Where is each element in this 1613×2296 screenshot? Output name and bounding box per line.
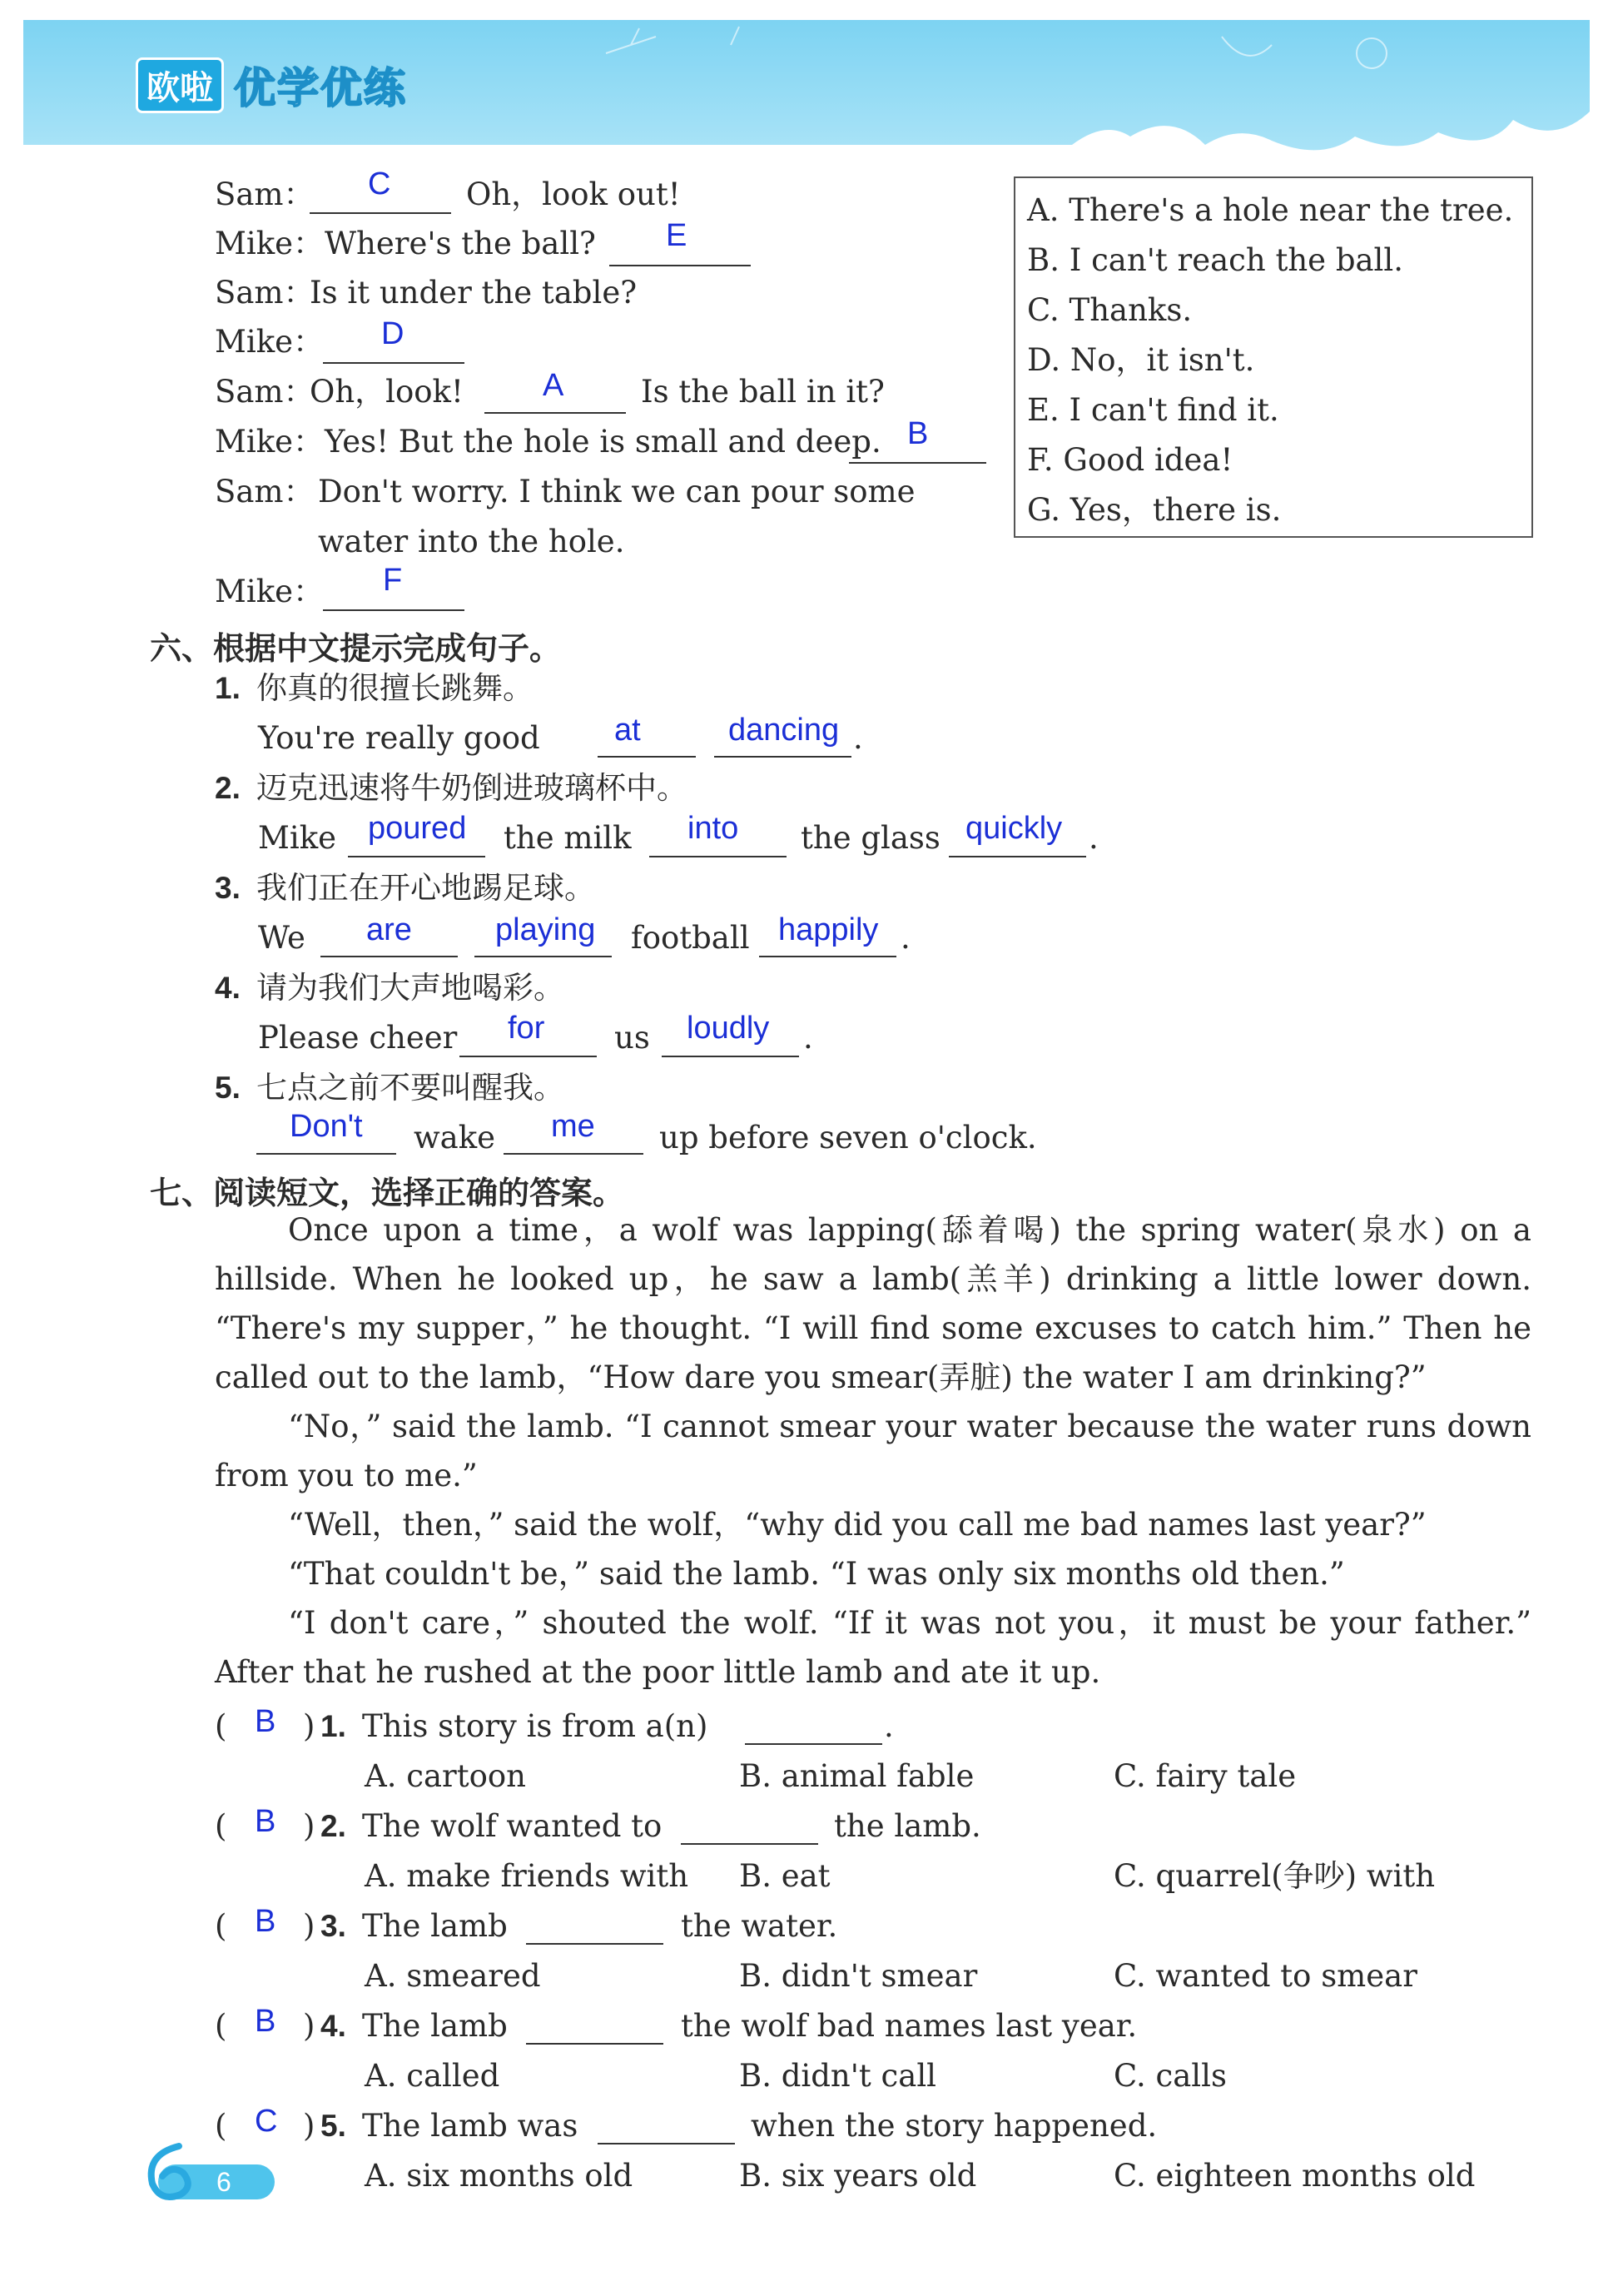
page-swirl-icon — [137, 2138, 204, 2204]
option-c: C. eighteen months old — [1114, 2158, 1476, 2194]
option-item: D. No，it isn't. — [1027, 342, 1255, 378]
option-item: C. Thanks. — [1027, 292, 1193, 328]
question-number: 5. — [320, 2109, 346, 2143]
sentence-text: the glass — [801, 820, 941, 856]
passage-paragraph: “I don't care，” shouted the wolf. “If it was not you，it must be your father.” After that he rushed at the poor little lamb and ate it up. — [215, 1605, 1531, 1690]
handwritten-answer: B — [255, 1904, 276, 1939]
option-b: B. animal fable — [739, 1758, 975, 1794]
sentence-text: the milk — [504, 820, 632, 856]
option-a: A. smeared — [365, 1958, 541, 1994]
handwritten-answer: B — [255, 1804, 276, 1839]
answer-bracket-left: ( — [215, 2008, 227, 2044]
answer-bracket-right: ) — [303, 1908, 315, 1944]
dialogue-speaker: Sam： — [215, 176, 315, 212]
answer-blank — [526, 2043, 663, 2045]
answer-blank — [474, 956, 612, 957]
sentence-text: We — [258, 920, 305, 956]
question-stem: The wolf wanted to — [362, 1808, 663, 1844]
answer-bracket-left: ( — [215, 1708, 227, 1744]
sentence-text: You're really good — [258, 720, 540, 756]
option-b: B. eat — [739, 1858, 831, 1894]
handwritten-answer: C — [255, 2104, 278, 2139]
handwritten-answer: into — [687, 811, 739, 846]
question-stem: the water. — [681, 1908, 838, 1944]
dialogue-text: Yes! But the hole is small and deep. — [325, 424, 881, 460]
question-stem: The lamb was — [362, 2108, 578, 2144]
question-number: 4. — [215, 971, 241, 1005]
answer-blank — [681, 1843, 818, 1845]
passage-paragraph: “Well，then，” said the wolf，“why did you call me bad names last year?” — [288, 1507, 1427, 1543]
passage-paragraph: Once upon a time，a wolf was lapping(舔着喝) the spring water(泉水) on a hillside. When he looked up，he saw a lamb(羔羊) drinking a little lower down. “There's my supper，” he thought. “I will find some excuses to catch him.” Then he called out to the lamb，“How dare you smear(弄脏) the water I am drinking?” — [215, 1212, 1531, 1395]
sentence-text: wake — [414, 1120, 496, 1155]
handwritten-answer: playing — [495, 912, 596, 947]
dialogue-speaker: Sam： — [215, 374, 315, 410]
question-number: 3. — [215, 871, 241, 905]
answer-blank — [484, 412, 626, 414]
handwritten-answer: D — [381, 316, 404, 351]
answer-bracket-right: ) — [303, 2008, 315, 2044]
option-b: B. didn't smear — [739, 1958, 978, 1994]
sentence-text: Mike — [258, 820, 337, 856]
dialogue-speaker: Sam： — [215, 275, 315, 311]
question-number: 1. — [320, 1709, 346, 1743]
dialogue-speaker: Mike： — [215, 574, 325, 609]
option-c: C. wanted to smear — [1114, 1958, 1417, 1994]
option-a: A. six months old — [365, 2158, 633, 2194]
option-b: B. didn't call — [739, 2058, 936, 2094]
sentence-text: us — [614, 1020, 650, 1056]
answer-bracket-right: ) — [303, 1708, 315, 1744]
question-number: 5. — [215, 1071, 241, 1105]
header-banner — [23, 20, 1590, 162]
answer-blank — [759, 956, 896, 957]
sentence-text: football — [631, 920, 750, 956]
section-title: 六、根据中文提示完成句子。 — [150, 630, 562, 667]
answer-blank — [949, 856, 1086, 857]
sentence-end: . — [803, 1020, 813, 1056]
answer-blank — [849, 462, 986, 464]
question-stem: the wolf bad names last year. — [681, 2008, 1138, 2044]
dialogue-text: Is it under the table? — [310, 275, 638, 311]
handwritten-answer: Don't — [290, 1109, 363, 1144]
chinese-prompt: 我们正在开心地踢足球。 — [256, 870, 595, 906]
dialogue-speaker: Sam： — [215, 474, 315, 509]
question-number: 1. — [215, 671, 241, 705]
handwritten-answer: B — [907, 416, 929, 451]
brand-logo-mark: 欧啦 — [136, 57, 224, 113]
sentence-text: up before seven o'clock. — [659, 1120, 1037, 1155]
handwritten-answer: E — [666, 218, 687, 253]
option-c: C. quarrel(争吵) with — [1114, 1858, 1436, 1894]
answer-blank — [323, 362, 464, 364]
answer-blank — [504, 1153, 643, 1155]
option-item: G. Yes，there is. — [1027, 492, 1282, 528]
option-b: B. six years old — [739, 2158, 977, 2194]
dialogue-speaker: Mike： — [215, 226, 325, 261]
option-a: A. cartoon — [365, 1758, 526, 1794]
answer-blank — [526, 1943, 663, 1945]
question-stem: . — [884, 1708, 894, 1744]
answer-bracket-left: ( — [215, 1808, 227, 1844]
answer-bracket-left: ( — [215, 1908, 227, 1944]
question-number: 3. — [320, 1909, 346, 1943]
handwritten-answer: poured — [368, 811, 467, 846]
answer-blank — [598, 756, 696, 758]
option-c: C. fairy tale — [1114, 1758, 1297, 1794]
question-number: 4. — [320, 2009, 346, 2043]
answer-blank — [323, 609, 464, 611]
handwritten-answer: quickly — [965, 811, 1063, 846]
answer-bracket-left: ( — [215, 2108, 227, 2144]
dialogue-text: Don't worry. I think we can pour some — [318, 474, 916, 509]
question-number: 2. — [320, 1809, 346, 1843]
chinese-prompt: 七点之前不要叫醒我。 — [256, 1070, 564, 1106]
dialogue-text: Is the ball in it? — [641, 374, 885, 410]
answer-blank — [649, 856, 787, 857]
answer-blank — [320, 956, 458, 957]
dialogue-text: water into the hole. — [318, 524, 625, 559]
sentence-end: . — [901, 920, 911, 956]
handwritten-answer: are — [366, 912, 412, 947]
handwritten-answer: B — [255, 1704, 276, 1739]
answer-blank — [609, 265, 751, 266]
handwritten-answer: F — [383, 563, 403, 598]
question-stem: The lamb — [362, 1908, 508, 1944]
page-number: 6 — [158, 2164, 275, 2199]
answer-blank — [598, 2143, 735, 2144]
answer-blank — [256, 1153, 396, 1155]
sentence-text: Please cheer — [258, 1020, 458, 1056]
question-stem: the lamb. — [834, 1808, 981, 1844]
dialogue-text: Oh，look! — [310, 374, 464, 410]
option-item: A. There's a hole near the tree. — [1027, 192, 1514, 228]
answer-blank — [714, 756, 851, 758]
chinese-prompt: 迈克迅速将牛奶倒进玻璃杯中。 — [256, 770, 687, 806]
answer-blank — [310, 212, 451, 214]
question-stem: This story is from a(n) — [362, 1708, 708, 1744]
answer-blank — [348, 856, 485, 857]
handwritten-answer: at — [614, 713, 641, 748]
option-item: E. I can't find it. — [1027, 392, 1279, 428]
handwritten-answer: loudly — [687, 1011, 770, 1046]
brand-logo — [136, 55, 407, 115]
dialogue-speaker: Mike： — [215, 324, 325, 360]
handwritten-answer: C — [368, 166, 391, 201]
option-a: A. make friends with — [365, 1858, 689, 1894]
answer-blank — [745, 1743, 882, 1745]
brand-logo-title: 优学优练 — [234, 64, 407, 112]
answer-bracket-right: ) — [303, 1808, 315, 1844]
passage-paragraph: “That couldn't be，” said the lamb. “I was only six months old then.” — [288, 1556, 1345, 1592]
handwritten-answer: me — [551, 1109, 595, 1144]
option-item: F. Good idea! — [1027, 442, 1233, 478]
section-title: 七、阅读短文，选择正确的答案。 — [150, 1175, 625, 1211]
option-c: C. calls — [1114, 2058, 1227, 2094]
option-a: A. called — [365, 2058, 500, 2094]
chinese-prompt: 请为我们大声地喝彩。 — [256, 970, 564, 1006]
handwritten-answer: A — [543, 368, 564, 403]
question-stem: The lamb — [362, 2008, 508, 2044]
dialogue-text: Where's the ball? — [325, 226, 596, 261]
option-item: B. I can't reach the ball. — [1027, 242, 1403, 278]
dialogue-speaker: Mike： — [215, 424, 325, 460]
answer-blank — [662, 1056, 799, 1057]
sentence-end: . — [853, 720, 863, 756]
passage-paragraph: “No，” said the lamb. “I cannot smear your water because the water runs down from you to me.” — [215, 1409, 1531, 1493]
options-box — [1014, 176, 1533, 538]
dialogue-text: Oh，look out! — [466, 176, 681, 212]
handwritten-answer: happily — [778, 912, 879, 947]
handwritten-answer: dancing — [728, 713, 840, 748]
question-number: 2. — [215, 771, 241, 805]
handwritten-answer: B — [255, 2004, 276, 2039]
answer-bracket-right: ) — [303, 2108, 315, 2144]
chinese-prompt: 你真的很擅长跳舞。 — [256, 670, 534, 706]
handwritten-answer: for — [508, 1011, 545, 1046]
question-stem: when the story happened. — [751, 2108, 1158, 2144]
sentence-end: . — [1089, 820, 1099, 856]
answer-blank — [459, 1056, 597, 1057]
